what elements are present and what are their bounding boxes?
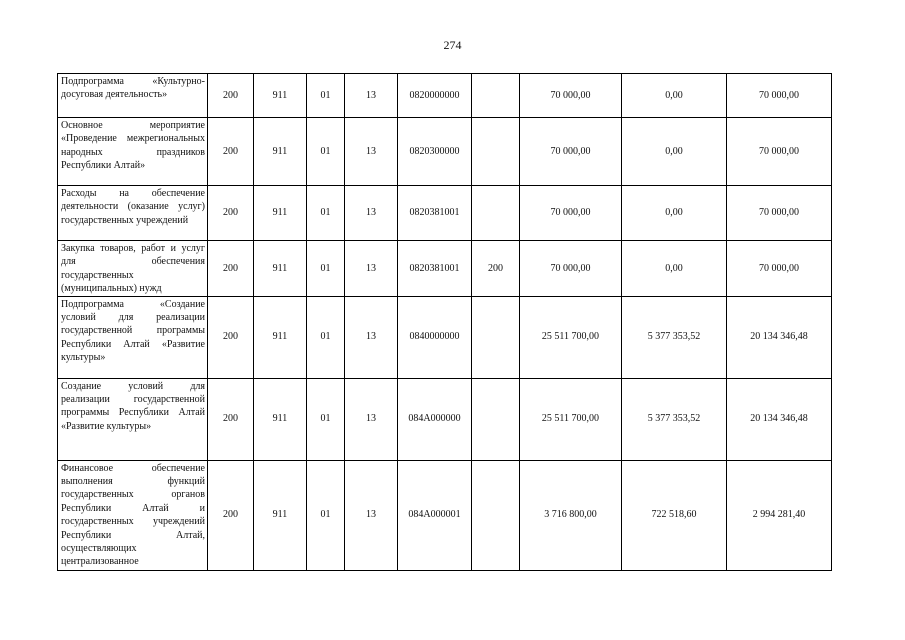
cell-code: 0840000000: [398, 296, 472, 378]
cell-code: 0820300000: [398, 118, 472, 186]
cell-col2: 911: [254, 118, 307, 186]
cell-type: [472, 460, 520, 570]
cell-col2: 911: [254, 241, 307, 297]
cell-col2: 911: [254, 296, 307, 378]
cell-remainder: 70 000,00: [727, 118, 832, 186]
cell-type: [472, 74, 520, 118]
row-name: Финансовое обеспечение выполнения функций государственных органов Республики Алтай и государственных учреждений Республики Алтай, осуществляющих централизованное: [58, 460, 208, 570]
cell-total: 70 000,00: [520, 118, 622, 186]
cell-col3: 01: [307, 186, 345, 241]
cell-type: [472, 296, 520, 378]
cell-col4: 13: [345, 378, 398, 460]
cell-col3: 01: [307, 74, 345, 118]
cell-col2: 911: [254, 186, 307, 241]
cell-type: 200: [472, 241, 520, 297]
cell-col4: 13: [345, 186, 398, 241]
cell-executed: 0,00: [622, 118, 727, 186]
cell-col3: 01: [307, 460, 345, 570]
table-row: [58, 378, 832, 460]
table-row: [58, 241, 832, 297]
cell-remainder: 20 134 346,48: [727, 378, 832, 460]
cell-executed: 0,00: [622, 241, 727, 297]
cell-col4: 13: [345, 296, 398, 378]
cell-code: 0820381001: [398, 241, 472, 297]
cell-total: 3 716 800,00: [520, 460, 622, 570]
cell-col3: 01: [307, 118, 345, 186]
cell-col1: 200: [208, 186, 254, 241]
cell-total: 70 000,00: [520, 186, 622, 241]
cell-executed: 722 518,60: [622, 460, 727, 570]
cell-col1: 200: [208, 460, 254, 570]
cell-remainder: 70 000,00: [727, 241, 832, 297]
cell-code: 084A000001: [398, 460, 472, 570]
cell-remainder: 70 000,00: [727, 186, 832, 241]
cell-col4: 13: [345, 460, 398, 570]
table-row: [58, 296, 832, 378]
cell-total: 70 000,00: [520, 74, 622, 118]
cell-col1: 200: [208, 241, 254, 297]
cell-col4: 13: [345, 74, 398, 118]
cell-remainder: 20 134 346,48: [727, 296, 832, 378]
cell-executed: 0,00: [622, 186, 727, 241]
cell-col1: 200: [208, 378, 254, 460]
row-name: Подпрограмма «Культурно-досуговая деятельность»: [58, 74, 208, 118]
table-row: [58, 460, 832, 570]
table-row: [58, 74, 832, 118]
cell-remainder: 2 994 281,40: [727, 460, 832, 570]
row-name: Создание условий для реализации государственной программы Республики Алтай «Развитие культуры»: [58, 378, 208, 460]
table-body: [58, 74, 832, 571]
cell-code: 0820000000: [398, 74, 472, 118]
cell-col2: 911: [254, 460, 307, 570]
cell-executed: 5 377 353,52: [622, 296, 727, 378]
cell-type: [472, 378, 520, 460]
cell-col1: 200: [208, 118, 254, 186]
cell-total: 25 511 700,00: [520, 296, 622, 378]
row-name: Закупка товаров, работ и услуг для обеспечения государственных (муниципальных) нужд: [58, 241, 208, 297]
row-name: Основное мероприятие «Проведение межрегиональных народных праздников Республики Алтай»: [58, 118, 208, 186]
cell-executed: 5 377 353,52: [622, 378, 727, 460]
cell-total: 25 511 700,00: [520, 378, 622, 460]
cell-col2: 911: [254, 378, 307, 460]
cell-type: [472, 186, 520, 241]
cell-col1: 200: [208, 74, 254, 118]
table-row: [58, 118, 832, 186]
page-number: 274: [443, 38, 462, 52]
cell-executed: 0,00: [622, 74, 727, 118]
row-name: Расходы на обеспечение деятельности (оказание услуг) государственных учреждений: [58, 186, 208, 241]
cell-type: [472, 118, 520, 186]
budget-table: [57, 73, 832, 571]
cell-col3: 01: [307, 378, 345, 460]
cell-code: 084A000000: [398, 378, 472, 460]
cell-col4: 13: [345, 241, 398, 297]
cell-col1: 200: [208, 296, 254, 378]
cell-col3: 01: [307, 241, 345, 297]
cell-remainder: 70 000,00: [727, 74, 832, 118]
cell-total: 70 000,00: [520, 241, 622, 297]
table-row: [58, 186, 832, 241]
cell-code: 0820381001: [398, 186, 472, 241]
cell-col3: 01: [307, 296, 345, 378]
cell-col2: 911: [254, 74, 307, 118]
row-name: Подпрограмма «Создание условий для реализации государственной программы Республики Алтай «Развитие культуры»: [58, 296, 208, 378]
cell-col4: 13: [345, 118, 398, 186]
